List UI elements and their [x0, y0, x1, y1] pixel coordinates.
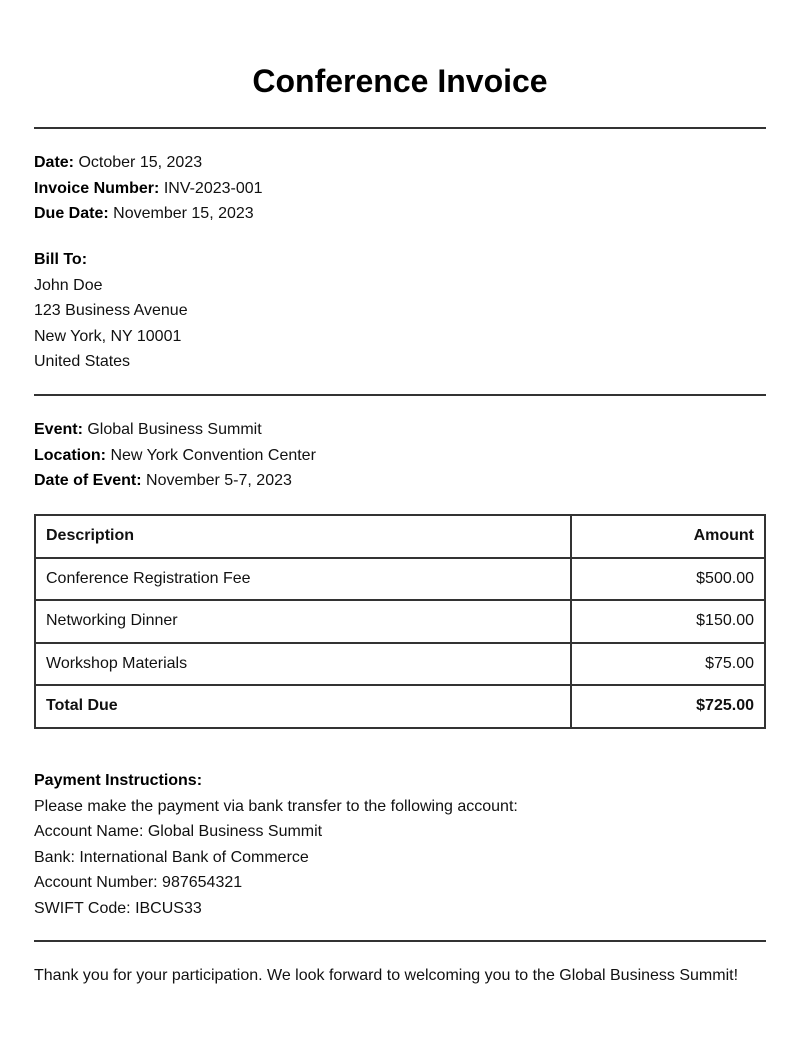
- footer-message: Thank you for your participation. We look forward to welcoming you to the Global Business Summit!: [34, 967, 739, 984]
- bill-to-country: United States: [34, 353, 131, 371]
- table-row: [35, 643, 765, 686]
- event-name-label: Event:: [34, 421, 83, 438]
- item-amount: $150.00: [571, 600, 765, 643]
- payment-account-number: Account Number: 987654321: [34, 874, 243, 892]
- event-location-line: [34, 443, 316, 469]
- event-date-label: Date of Event:: [34, 472, 142, 490]
- payment-account-name: Account Name: Global Business Summit: [34, 823, 323, 841]
- table-row: [35, 600, 765, 643]
- bill-to-name: John Doe: [34, 276, 103, 294]
- payment-instruction: Please make the payment via bank transfer to the following account:: [34, 797, 518, 815]
- table-row: [35, 558, 765, 601]
- event-name-line: [34, 417, 316, 443]
- item-amount: $500.00: [571, 558, 765, 601]
- invoice-date-label: Date:: [34, 154, 75, 171]
- event-name-value: Global Business Summit: [87, 421, 262, 438]
- divider: [34, 127, 766, 129]
- item-description: Networking Dinner: [35, 600, 571, 643]
- payment-section: [34, 768, 518, 922]
- bill-to-city: New York, NY 10001: [34, 327, 182, 345]
- invoice-date-line: [34, 150, 263, 176]
- event-section: [34, 417, 316, 494]
- bill-to-section: [34, 247, 188, 375]
- invoice-info: [34, 150, 263, 227]
- invoice-number-label: Invoice Number:: [34, 179, 160, 197]
- invoice-number-value: INV-2023-001: [163, 179, 263, 197]
- invoice-date-value: October 15, 2023: [78, 154, 203, 171]
- due-date-line: [34, 201, 263, 227]
- total-row: [35, 685, 765, 728]
- bill-to-street: 123 Business Avenue: [34, 302, 188, 320]
- item-description: Conference Registration Fee: [35, 558, 571, 601]
- payment-label: Payment Instructions:: [34, 772, 203, 789]
- total-label: Total Due: [35, 685, 571, 728]
- bill-to-label: Bill To:: [34, 251, 88, 268]
- amount-header: Amount: [571, 515, 765, 558]
- divider: [34, 940, 766, 942]
- event-date-line: [34, 468, 316, 494]
- invoice-number-line: [34, 176, 263, 202]
- event-date-value: November 5-7, 2023: [146, 472, 292, 490]
- payment-bank: Bank: International Bank of Commerce: [34, 848, 309, 866]
- description-header: Description: [35, 515, 571, 558]
- total-amount: $725.00: [571, 685, 765, 728]
- due-date-label: Due Date:: [34, 205, 109, 223]
- divider: [34, 394, 766, 396]
- line-items-table: [34, 514, 766, 729]
- due-date-value: November 15, 2023: [113, 205, 254, 223]
- item-amount: $75.00: [571, 643, 765, 686]
- item-description: Workshop Materials: [35, 643, 571, 686]
- event-location-value: New York Convention Center: [110, 446, 316, 464]
- table-header-row: [35, 515, 765, 558]
- payment-swift: SWIFT Code: IBCUS33: [34, 899, 202, 917]
- event-location-label: Location:: [34, 446, 106, 464]
- page-title: Conference Invoice: [252, 63, 548, 99]
